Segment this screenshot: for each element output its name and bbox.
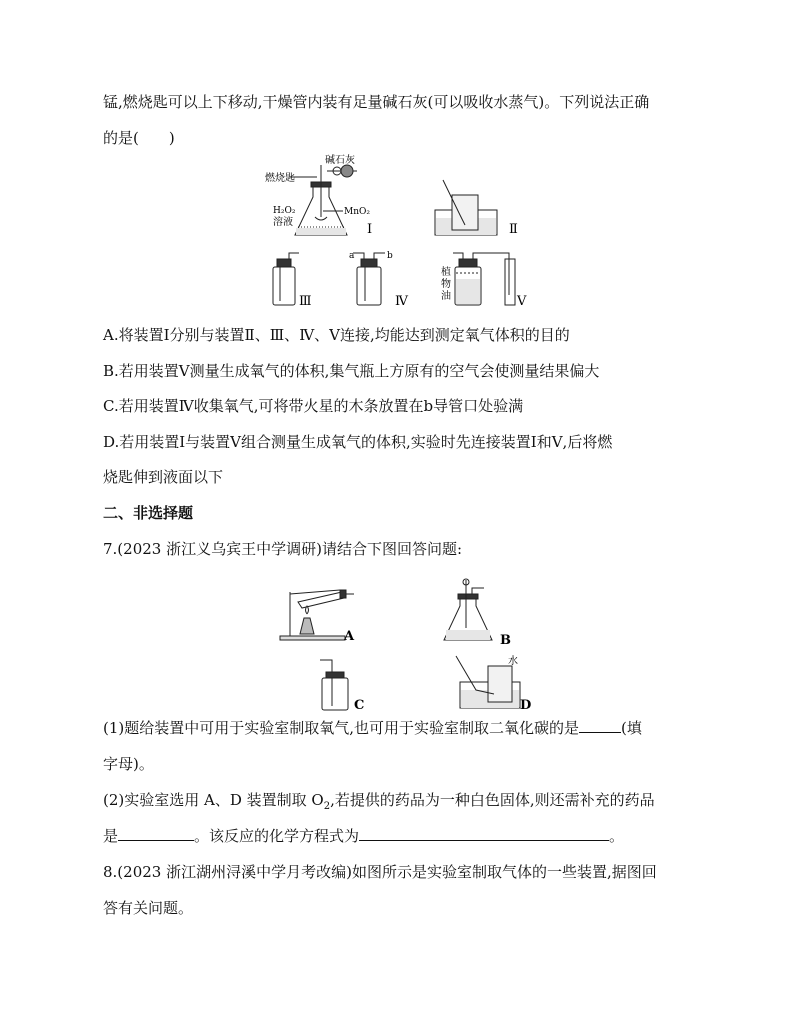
q6-stem-line1: 锰,燃烧匙可以上下移动,干燥管内装有足量碱石灰(可以吸收水蒸气)。下列说法正确 xyxy=(103,93,650,111)
q8-line1: 8.(2023 浙江湖州浔溪中学月考改编)如图所示是实验室制取气体的一些装置,据图回 xyxy=(103,863,657,881)
label-you: 油 xyxy=(441,291,451,302)
q7-part1-line2: 字母)。 xyxy=(103,755,154,773)
label-zhi: 植 xyxy=(441,267,451,278)
label-roman-1: Ⅰ xyxy=(367,222,373,237)
apparatus-a xyxy=(280,590,354,640)
label-mno2: MnO₂ xyxy=(344,207,370,217)
apparatus-c xyxy=(320,660,348,710)
apparatus-1 xyxy=(289,165,357,235)
label-b: b xyxy=(387,251,393,261)
label-roman-4: Ⅳ xyxy=(395,294,408,309)
label-d: D xyxy=(520,698,532,713)
label-ranshaochi: 燃烧匙 xyxy=(265,173,295,184)
apparatus-5 xyxy=(453,253,515,305)
label-c: C xyxy=(354,698,365,713)
label-b: B xyxy=(500,633,511,648)
q7-part2-equation-blank[interactable] xyxy=(359,826,609,841)
q7-apparatus-figure xyxy=(280,578,550,718)
q7-part2-line2-end: 。 xyxy=(609,827,625,845)
label-roman-3: Ⅲ xyxy=(299,294,312,309)
q6-stem-line2: 的是( ) xyxy=(103,129,175,147)
label-a: A xyxy=(344,629,355,644)
q6-option-b: B.若用装置Ⅴ测量生成氧气的体积,集气瓶上方原有的空气会使测量结果偏大 xyxy=(103,362,600,380)
label-roman-2: Ⅱ xyxy=(509,222,518,237)
q7-part2-line2 xyxy=(103,826,624,846)
label-h2o2: H₂O₂ xyxy=(273,206,296,216)
label-jianshihui: 碱石灰 xyxy=(325,155,355,166)
q7-part2-text-tail: ,若提供的药品为一种白色固体,则还需补充的药品 xyxy=(330,791,655,809)
label-a: a xyxy=(349,251,355,261)
q6-option-a: A.将装置Ⅰ分别与装置Ⅱ、Ⅲ、Ⅳ、Ⅴ连接,均能达到测定氧气体积的目的 xyxy=(103,326,570,344)
apparatus-3 xyxy=(273,253,299,305)
label-shui: 水 xyxy=(508,656,518,667)
label-roman-5: Ⅴ xyxy=(517,294,527,309)
q7-part2-reagent-blank[interactable] xyxy=(118,826,194,841)
q7-part2-text: (2)实验室选用 A、D 装置制取 O xyxy=(103,791,324,809)
apparatus-b xyxy=(444,579,492,640)
apparatus-2 xyxy=(435,180,497,235)
q7-part2-line2-mid: 。该反应的化学方程式为 xyxy=(194,827,360,845)
q6-option-c: C.若用装置Ⅳ收集氧气,可将带火星的木条放置在b导管口处验满 xyxy=(103,397,524,415)
q7-stem: 7.(2023 浙江义乌宾王中学调研)请结合下图回答问题: xyxy=(103,540,463,558)
q6-apparatus-figure xyxy=(265,155,545,315)
q6-option-d-line2: 烧匙伸到液面以下 xyxy=(103,468,224,486)
section-heading: 二、非选择题 xyxy=(103,504,194,522)
q7-part2-subscript: 2 xyxy=(323,801,331,812)
q6-option-d-line1: D.若用装置Ⅰ与装置Ⅴ组合测量生成氧气的体积,实验时先连接装置Ⅰ和Ⅴ,后将燃 xyxy=(103,433,613,451)
label-rongye: 溶液 xyxy=(273,217,293,228)
q7-part2-line2-lead: 是 xyxy=(103,827,119,845)
q7-part2-line1 xyxy=(103,790,655,817)
q7-part1-line1 xyxy=(103,718,642,738)
q7-part1-answer-blank[interactable] xyxy=(579,718,621,733)
q7-part1-text-tail: (填 xyxy=(621,719,642,737)
apparatus-4 xyxy=(353,253,385,305)
label-wu: 物 xyxy=(441,279,451,290)
q8-line2: 答有关问题。 xyxy=(103,899,194,917)
q7-part1-text: (1)题给装置中可用于实验室制取氧气,也可用于实验室制取二氧化碳的是 xyxy=(103,719,580,737)
